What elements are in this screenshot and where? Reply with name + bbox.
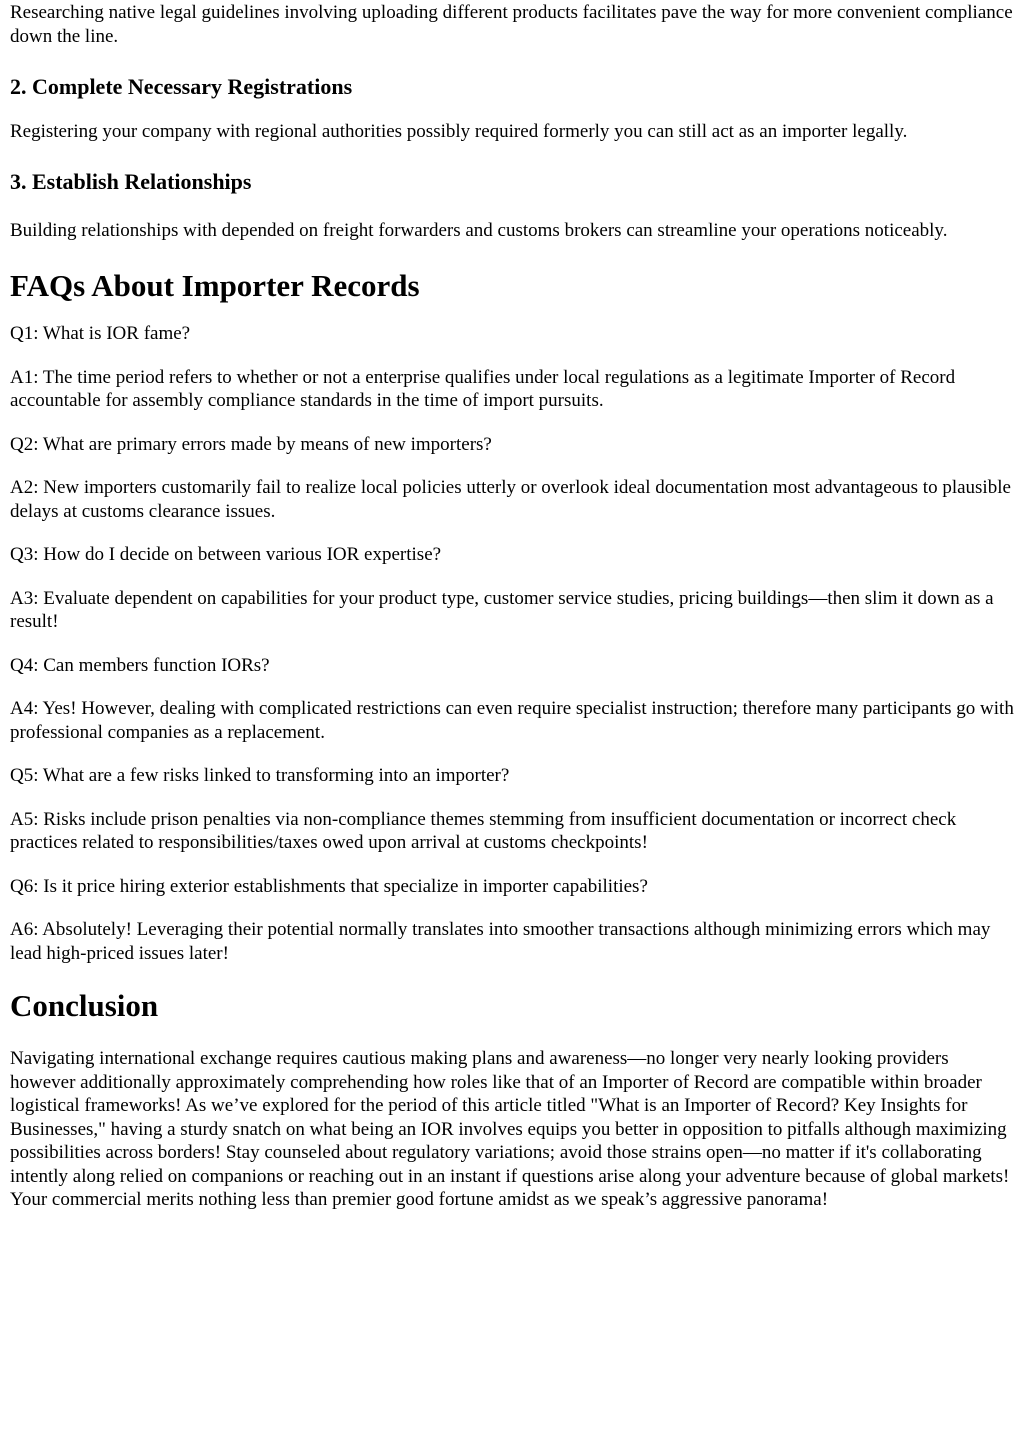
conclusion-paragraph: Navigating international exchange requires cautious making plans and awareness—no longer very nearly looking providers however additionally approximately comprehending how roles like that of an Importer of Record are compatible within broader logistical frameworks! As we’ve explored for the period of this article titled "What is an Importer of Record? Key Insights for Businesses," having a sturdy snatch on what being an IOR involves equips you better in opposition to pitfalls although maximizing possibilities across borders! Stay counseled about regulatory variations; avoid those strains open—no matter if it's collaborating intently along relied on companions or reaching out in an instant if questions arise along your adventure because of global markets! Your commercial merits nothing less than premier good fortune amidst as we speak’s aggressive panorama! bbox=[10, 1048, 1010, 1210]
faq-answer: A1: The time period refers to whether or not a enterprise qualifies under local regulations as a legitimate Importer of Record accountable for assembly compliance standards in the time of import pursuits. bbox=[10, 366, 956, 411]
section-heading-registrations: 2. Complete Necessary Registrations bbox=[10, 74, 353, 99]
faq-answer: A2: New importers customarily fail to realize local policies utterly or overlook ideal documentation most advantageous to plausible delays at customs clearance issues. bbox=[10, 477, 1011, 522]
faq-question: Q5: What are a few risks linked to transforming into an importer? bbox=[10, 765, 510, 786]
faq-question: Q1: What is IOR fame? bbox=[10, 323, 191, 344]
faq-heading: FAQs About Importer Records bbox=[10, 268, 420, 303]
faq-answer: A3: Evaluate dependent on capabilities for your product type, customer service studies, pricing buildings—then slim it down as a result! bbox=[10, 587, 994, 632]
section-paragraph-relationships: Building relationships with depended on freight forwarders and customs brokers can streamline your operations noticeably. bbox=[10, 219, 948, 241]
faq-item-2 bbox=[10, 433, 1014, 524]
section-heading-relationships: 3. Establish Relationships bbox=[10, 168, 252, 194]
faq-item-6 bbox=[10, 875, 1014, 966]
faq-item-3 bbox=[10, 543, 1014, 634]
faq-answer: A5: Risks include prison penalties via non-compliance themes stemming from insufficient documentation or incorrect check practices related to responsibilities/taxes owed upon arrival at customs checkpoints! bbox=[10, 808, 957, 853]
faq-question: Q2: What are primary errors made by means of new importers? bbox=[10, 433, 492, 455]
faq-question: Q6: Is it price hiring exterior establishments that specialize in importer capabilities? bbox=[10, 875, 648, 897]
intro-paragraph: Researching native legal guidelines involving uploading different products facilitates pave the way for more convenient compliance down the line. bbox=[10, 2, 1013, 47]
faq-question: Q4: Can members function IORs? bbox=[10, 654, 270, 676]
article-body bbox=[0, 1, 1024, 1212]
faq-list bbox=[10, 322, 1014, 965]
faq-item-5 bbox=[10, 764, 1014, 855]
section-paragraph-registrations: Registering your company with regional authorities possibly required formerly you can still act as an importer legally. bbox=[10, 121, 908, 142]
faq-item-4 bbox=[10, 654, 1014, 745]
faq-question: Q3: How do I decide on between various IOR expertise? bbox=[10, 544, 442, 565]
faq-answer: A6: Absolutely! Leveraging their potential normally translates into smoother transactions although minimizing errors which may lead high-priced issues later! bbox=[10, 919, 991, 964]
conclusion-heading: Conclusion bbox=[10, 988, 159, 1023]
faq-answer: A4: Yes! However, dealing with complicated restrictions can even require specialist instruction; therefore many participants go with professional companies as a replacement. bbox=[10, 698, 1014, 743]
faq-item-1 bbox=[10, 322, 1014, 413]
